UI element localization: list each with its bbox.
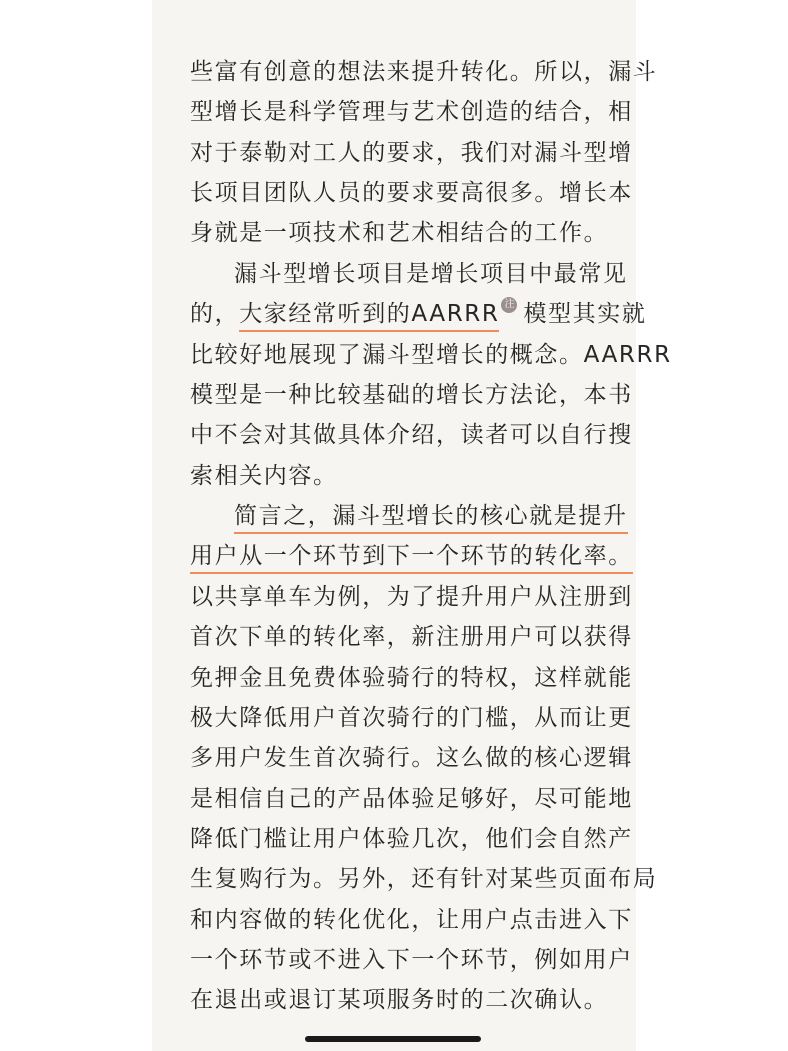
text-line: 漏斗型增长项目是增长项目中最常见 — [234, 261, 628, 287]
text-line — [234, 496, 654, 536]
text-fragment: 模型其实就 — [523, 301, 647, 327]
text-line — [190, 536, 633, 576]
annotation-note-icon[interactable]: 注 — [501, 297, 517, 313]
text-line: 型增长是科学管理与艺术创造的结合，相 — [190, 99, 633, 125]
text-line: 是相信自己的产品体验足够好，尽可能地 — [190, 786, 633, 812]
text-line: 长项目团队人员的要求要高很多。增长本 — [190, 180, 633, 206]
text-line: 以共享单车为例，为了提升用户从注册到 — [190, 584, 633, 610]
text-fragment: 的， — [190, 301, 240, 327]
text-line: 首次下单的转化率，新注册用户可以获得 — [190, 624, 633, 650]
text-line — [190, 294, 647, 334]
highlighted-text[interactable]: 用户从一个环节到下一个环节的转化率。 — [190, 543, 633, 574]
text-line: 在退出或退订某项服务时的二次确认。 — [190, 987, 609, 1013]
text-line: 些富有创意的想法来提升转化。所以，漏斗 — [190, 59, 658, 85]
text-line: 生复购行为。另外，还有针对某些页面布局 — [190, 866, 658, 892]
text-line: 和内容做的转化优化，让用户点击进入下 — [190, 907, 633, 933]
home-indicator[interactable] — [305, 1036, 481, 1042]
highlighted-text[interactable]: 简言之，漏斗型增长的核心就是提升 — [234, 503, 628, 534]
text-line: 降低门槛让用户体验几次，他们会自然产 — [190, 826, 633, 852]
text-line: 免押金且免费体验骑行的特权，这样就能 — [190, 665, 633, 691]
highlighted-text[interactable]: 大家经常听到的AARRR — [239, 301, 499, 332]
text-line: 对于泰勒对工人的要求，我们对漏斗型增 — [190, 140, 633, 166]
text-line: 一个环节或不进入下一个环节，例如用户 — [190, 947, 633, 973]
text-line: 比较好地展现了漏斗型增长的概念。AARRR — [190, 342, 672, 368]
text-line: 索相关内容。 — [190, 463, 338, 489]
text-line: 极大降低用户首次骑行的门槛，从而让更 — [190, 705, 633, 731]
text-line: 模型是一种比较基础的增长方法论，本书 — [190, 382, 633, 408]
text-line: 中不会对其做具体介绍，读者可以自行搜 — [190, 422, 633, 448]
text-line: 多用户发生首次骑行。这么做的核心逻辑 — [190, 745, 633, 771]
text-line: 身就是一项技术和艺术相结合的工作。 — [190, 220, 609, 246]
